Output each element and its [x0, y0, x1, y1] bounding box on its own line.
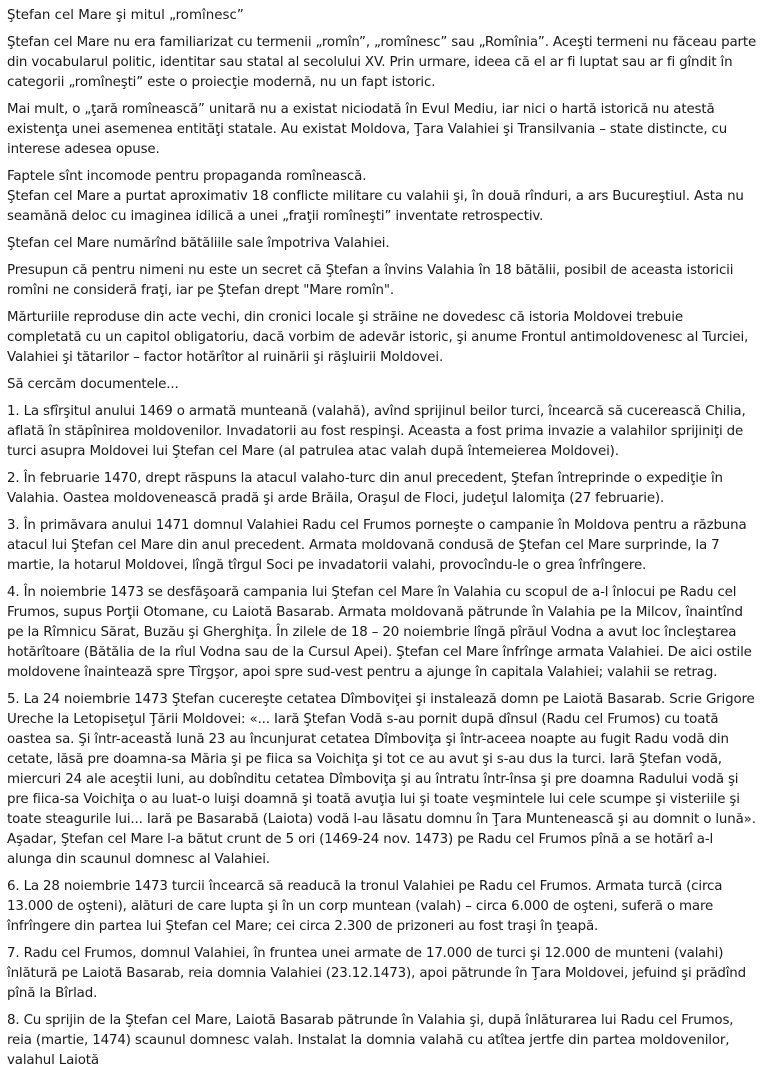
paragraph: Faptele sînt incomode pentru propaganda romînească.	[7, 169, 367, 184]
list-item: 3. În primăvara anului 1471 domnul Valahiei Radu cel Frumos porneşte o campanie în Moldova pentru a răzbuna atacul lui Ştefan cel Mare din anul precedent. Armata moldovană condusă de Ştefan cel Mare surprinde, la 7 martie, la hotarul Moldovei, lîngă tîrgul Soci pe invadatorii valahi, provocîndu-le o grea înfrîngere.	[7, 518, 747, 573]
paragraph: Mărturiile reproduse din acte vechi, din cronici locale şi străine ne dovedesc că istoria Moldovei trebuie completată cu un capitol obligatoriu, dacă vorbim de adevăr istoric, şi anume Frontul antimoldovenesc al Turciei, Valahiei şi tătarilor – factor hotărîtor al ruinării şi răşluirii Moldovei.	[7, 310, 749, 365]
document-title: Ştefan cel Mare şi mitul „romînesc”	[7, 8, 244, 23]
list-item: 1. La sfîrşitul anului 1469 o armată munteană (valahă), avînd sprijinul beilor turci, încearcă să cucerească Chilia, aflată în stăpînirea moldovenilor. Invadatorii au fost respinşi. Aceasta a fost prima invazie a valahilor sprijiniţi de turci asupra Moldovei lui Ştefan cel Mare (al patrulea atac valah după întemeierea Moldovei).	[7, 404, 746, 459]
list-item: 2. În februarie 1470, drept răspuns la atacul valaho-turc din anul precedent, Ştefan întreprinde o expediţie în Valahia. Oastea moldovenească pradă şi arde Brăila, Oraşul de Floci, judeţul Ialomiţa (27 februarie).	[7, 471, 723, 506]
list-item: 6. La 28 noiembrie 1473 turcii încearcă să readucă la tronul Valahiei pe Radu cel Frumos. Armata turcă (circa 13.000 de oşteni), alături de care lupta şi în un corp muntean (valah) – circa 6.000 de oşteni, suferă o mare înfrîngere din partea lui Ştefan cel Mare; cei circa 2.300 de prizoneri au fost traşi în ţeapă.	[7, 879, 723, 934]
paragraph: Ştefan cel Mare a purtat aproximativ 18 conflicte militare cu valahii şi, în două rînduri, a ars Bucureştiul. Asta nu seamănă deloc cu imaginea idilică a unei „fraţii romîneşti” inventate retrospectiv.	[7, 189, 744, 224]
list-item: 8. Cu sprijin de la Ştefan cel Mare, Laiotă Basarab pătrunde în Valahia şi, după înlăturarea lui Radu cel Frumos, reia (martie, 1474) scaunul domnesc valah. Instalat la domnia valahă cu atîtea jertfe din partea moldovenilor, valahul Laiotă	[7, 1013, 734, 1068]
paragraph: Ştefan cel Mare nu era familiarizat cu termenii „romîn”, „romînesc” sau „Romînia”. Aceşti termeni nu făceau parte din vocabularul politic, identitar sau statal al secolului XV. Prin urmare, ideea că el ar fi luptat sau ar fi gîndit în categorii „romîneşti” este o proiecţie modernă, nu un fapt istoric.	[7, 35, 757, 90]
list-item: 5. La 24 noiembrie 1473 Ştefan cucereşte cetatea Dîmboviţei şi instalează domn pe Laiotă Basarab. Scrie Grigore Ureche la Letopiseţul Ţării Moldovei: «... Iară Ştefan Vodă s-au pornit după dînsul (Radu cel Frumos) cu toată oastea sa. Şi într-aceastǎ lună 23 au încunjurat cetatea Dîmboviţa şi într-aceea noapte au fugit Radu vodă din cetate, lăsă pre doamna-sa Măria şi pe fiica sa Voichiţa şi tot ce au avut şi s-au dus la turci. Iară Ştefan vodă, miercuri 24 ale aceştii luni, au dobînditu cetatea Dîmboviţa şi au întratu într-însa şi pre doamna Radului vodă şi pre fiica-sa Voichiţa o au luat-o luişi doamnă şi toată avuţia lui şi toate veşmintele lui cele scumpe şi visteriile şi toate steagurile lui... Iară pe Basarabă (Laiota) vodă l-au lăsatu domnu în Ţara Muntenească şi au domnit o lună». Aşadar, Ştefan cel Mare l-a bătut crunt de 5 ori (1469-24 nov. 1473) pe Radu cel Frumos pînă a se hotărî a-l alunga din scaunul domnesc al Valahiei.	[7, 692, 756, 867]
list-item: 4. În noiembrie 1473 se desfăşoară campania lui Ştefan cel Mare în Valahia cu scopul de a-l înlocui pe Radu cel Frumos, supus Porţii Otomane, cu Laiotă Basarab. Armata moldovană pătrunde în Valahia pe la Milcov, înaintînd pe la Rîmnicu Sărat, Buzău şi Gherghiţa. În zilele de 18 – 20 noiembrie lîngă pîrăul Vodna a avut loc încleştarea hotărîtoare (Bătălia de la rîul Vodna sau de la Cursul Apei). Ştefan cel Mare înfrînge armata Valahiei. De aici ostile moldovene înaintează spre Tîrgşor, apoi spre sud-vest pentru a ajunge în capitala Valahiei; valahii se retrag.	[7, 585, 752, 680]
paragraph: Presupun că pentru nimeni nu este un secret că Ştefan a învins Valahia în 18 bătălii, posibil de aceasta istoricii romîni ne consideră fraţi, iar pe Ştefan drept "Mare romîn".	[7, 263, 734, 298]
paragraph: Mai mult, o „ţară romînească” unitară nu a existat niciodată în Evul Mediu, iar nici o hartă istorică nu atestă existenţa unei asemenea entităţi statale. Au existat Moldova, Ţara Valahiei şi Transilvania – state distincte, cu interese adesea opuse.	[7, 102, 728, 157]
list-item: 7. Radu cel Frumos, domnul Valahiei, în fruntea unei armate de 17.000 de turci şi 12.000 de munteni (valahi) înlătură pe Laiotă Basarab, reia domnia Valahiei (23.12.1473), apoi pătrunde în Ţara Moldovei, jefuind şi prădînd pînă la Bîrlad.	[7, 946, 746, 1001]
paragraph: Ştefan cel Mare numărînd bătăliile sale împotriva Valahiei.	[7, 236, 390, 251]
paragraph: Să cercăm documentele...	[7, 377, 179, 392]
